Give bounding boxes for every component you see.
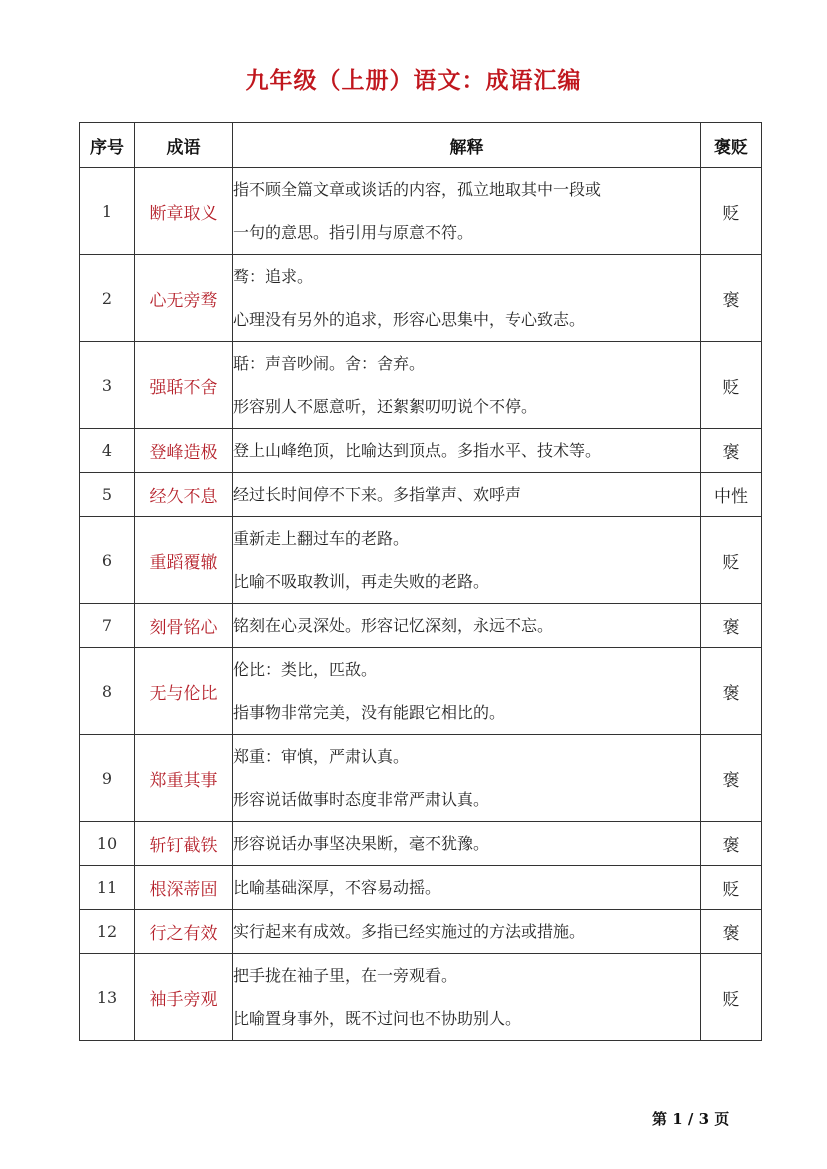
- row-number: 7: [80, 604, 135, 648]
- row-number: 10: [80, 822, 135, 866]
- table-row: [80, 429, 762, 473]
- sentiment-tag: 褒: [701, 604, 762, 648]
- row-number: 4: [80, 429, 135, 473]
- row-number: 1: [80, 168, 135, 255]
- table-row: [80, 866, 762, 910]
- idiom-text: 郑重其事: [135, 735, 233, 822]
- row-number: 11: [80, 866, 135, 910]
- table-row: [80, 255, 762, 342]
- explanation-cell: [233, 168, 701, 255]
- sentiment-tag: 贬: [701, 342, 762, 429]
- explanation-cell: [233, 910, 701, 954]
- table-row: [80, 168, 762, 255]
- sentiment-tag: 褒: [701, 648, 762, 735]
- idiom-text: 断章取义: [135, 168, 233, 255]
- explanation-line: 重新走上翻过车的老路。: [233, 529, 410, 548]
- explanation-line: 骛：追求。: [233, 267, 314, 286]
- explanation-line: 比喻置身事外，既不过问也不协助别人。: [233, 1009, 522, 1028]
- sentiment-tag: 褒: [701, 822, 762, 866]
- idiom-text: 行之有效: [135, 910, 233, 954]
- idiom-text: 经久不息: [135, 473, 233, 517]
- row-number: 9: [80, 735, 135, 822]
- row-number: 6: [80, 517, 135, 604]
- row-number: 2: [80, 255, 135, 342]
- idiom-text: 强聒不舍: [135, 342, 233, 429]
- explanation-line: 郑重：审慎，严肃认真。: [233, 747, 410, 766]
- explanation-line: 一句的意思。指引用与原意不符。: [233, 223, 474, 242]
- explanation-line: 伦比：类比，匹敌。: [233, 660, 378, 679]
- row-number: 13: [80, 954, 135, 1041]
- explanation-line: 比喻基础深厚，不容易动摇。: [233, 878, 442, 897]
- sentiment-tag: 褒: [701, 735, 762, 822]
- table-row: [80, 517, 762, 604]
- idiom-text: 心无旁骛: [135, 255, 233, 342]
- sentiment-tag: 贬: [701, 954, 762, 1041]
- idiom-text: 斩钉截铁: [135, 822, 233, 866]
- explanation-cell: [233, 735, 701, 822]
- explanation-line: 比喻不吸取教训，再走失败的老路。: [233, 572, 490, 591]
- explanation-cell: [233, 255, 701, 342]
- explanation-cell: [233, 429, 701, 473]
- idiom-text: 刻骨铭心: [135, 604, 233, 648]
- explanation-line: 经过长时间停不下来。多指掌声、欢呼声: [233, 485, 522, 504]
- explanation-line: 把手拢在袖子里，在一旁观看。: [233, 966, 458, 985]
- table-row: [80, 822, 762, 866]
- idiom-text: 袖手旁观: [135, 954, 233, 1041]
- explanation-line: 聒：声音吵闹。舍：舍弃。: [233, 354, 426, 373]
- explanation-cell: [233, 822, 701, 866]
- sentiment-tag: 中性: [701, 473, 762, 517]
- idiom-text: 登峰造极: [135, 429, 233, 473]
- explanation-cell: [233, 342, 701, 429]
- table-row: [80, 954, 762, 1041]
- header-num: 序号: [80, 123, 135, 168]
- explanation-cell: [233, 866, 701, 910]
- page-number: 第 1 / 3 页: [652, 1110, 730, 1128]
- idiom-text: 重蹈覆辙: [135, 517, 233, 604]
- explanation-line: 指事物非常完美，没有能跟它相比的。: [233, 703, 506, 722]
- page-title: 九年级（上册）语文：成语汇编: [245, 67, 582, 94]
- table-row: [80, 735, 762, 822]
- sentiment-tag: 褒: [701, 255, 762, 342]
- idiom-text: 无与伦比: [135, 648, 233, 735]
- idiom-table: [79, 122, 762, 1041]
- sentiment-tag: 贬: [701, 866, 762, 910]
- table-row: [80, 604, 762, 648]
- explanation-line: 形容别人不愿意听，还絮絮叨叨说个不停。: [233, 397, 538, 416]
- explanation-line: 实行起来有成效。多指已经实施过的方法或措施。: [233, 922, 586, 941]
- explanation-line: 心理没有另外的追求，形容心思集中，专心致志。: [233, 310, 586, 329]
- explanation-line: 形容说话办事坚决果断，毫不犹豫。: [233, 834, 490, 853]
- row-number: 3: [80, 342, 135, 429]
- header-idiom: 成语: [135, 123, 233, 168]
- table-row: [80, 473, 762, 517]
- explanation-line: 铭刻在心灵深处。形容记忆深刻，永远不忘。: [233, 616, 554, 635]
- table-row: [80, 648, 762, 735]
- sentiment-tag: 贬: [701, 168, 762, 255]
- explanation-line: 登上山峰绝顶，比喻达到顶点。多指水平、技术等。: [233, 441, 602, 460]
- table-row: [80, 910, 762, 954]
- table-header-row: [80, 123, 762, 168]
- explanation-line: 形容说话做事时态度非常严肃认真。: [233, 790, 490, 809]
- row-number: 5: [80, 473, 135, 517]
- sentiment-tag: 褒: [701, 910, 762, 954]
- row-number: 8: [80, 648, 135, 735]
- explanation-cell: [233, 648, 701, 735]
- sentiment-tag: 贬: [701, 517, 762, 604]
- explanation-cell: [233, 517, 701, 604]
- idiom-text: 根深蒂固: [135, 866, 233, 910]
- header-tag: 褒贬: [701, 123, 762, 168]
- explanation-cell: [233, 473, 701, 517]
- explanation-cell: [233, 604, 701, 648]
- table-row: [80, 342, 762, 429]
- sentiment-tag: 褒: [701, 429, 762, 473]
- explanation-cell: [233, 954, 701, 1041]
- header-explanation: 解释: [233, 123, 701, 168]
- explanation-line: 指不顾全篇文章或谈话的内容，孤立地取其中一段或: [233, 180, 602, 199]
- row-number: 12: [80, 910, 135, 954]
